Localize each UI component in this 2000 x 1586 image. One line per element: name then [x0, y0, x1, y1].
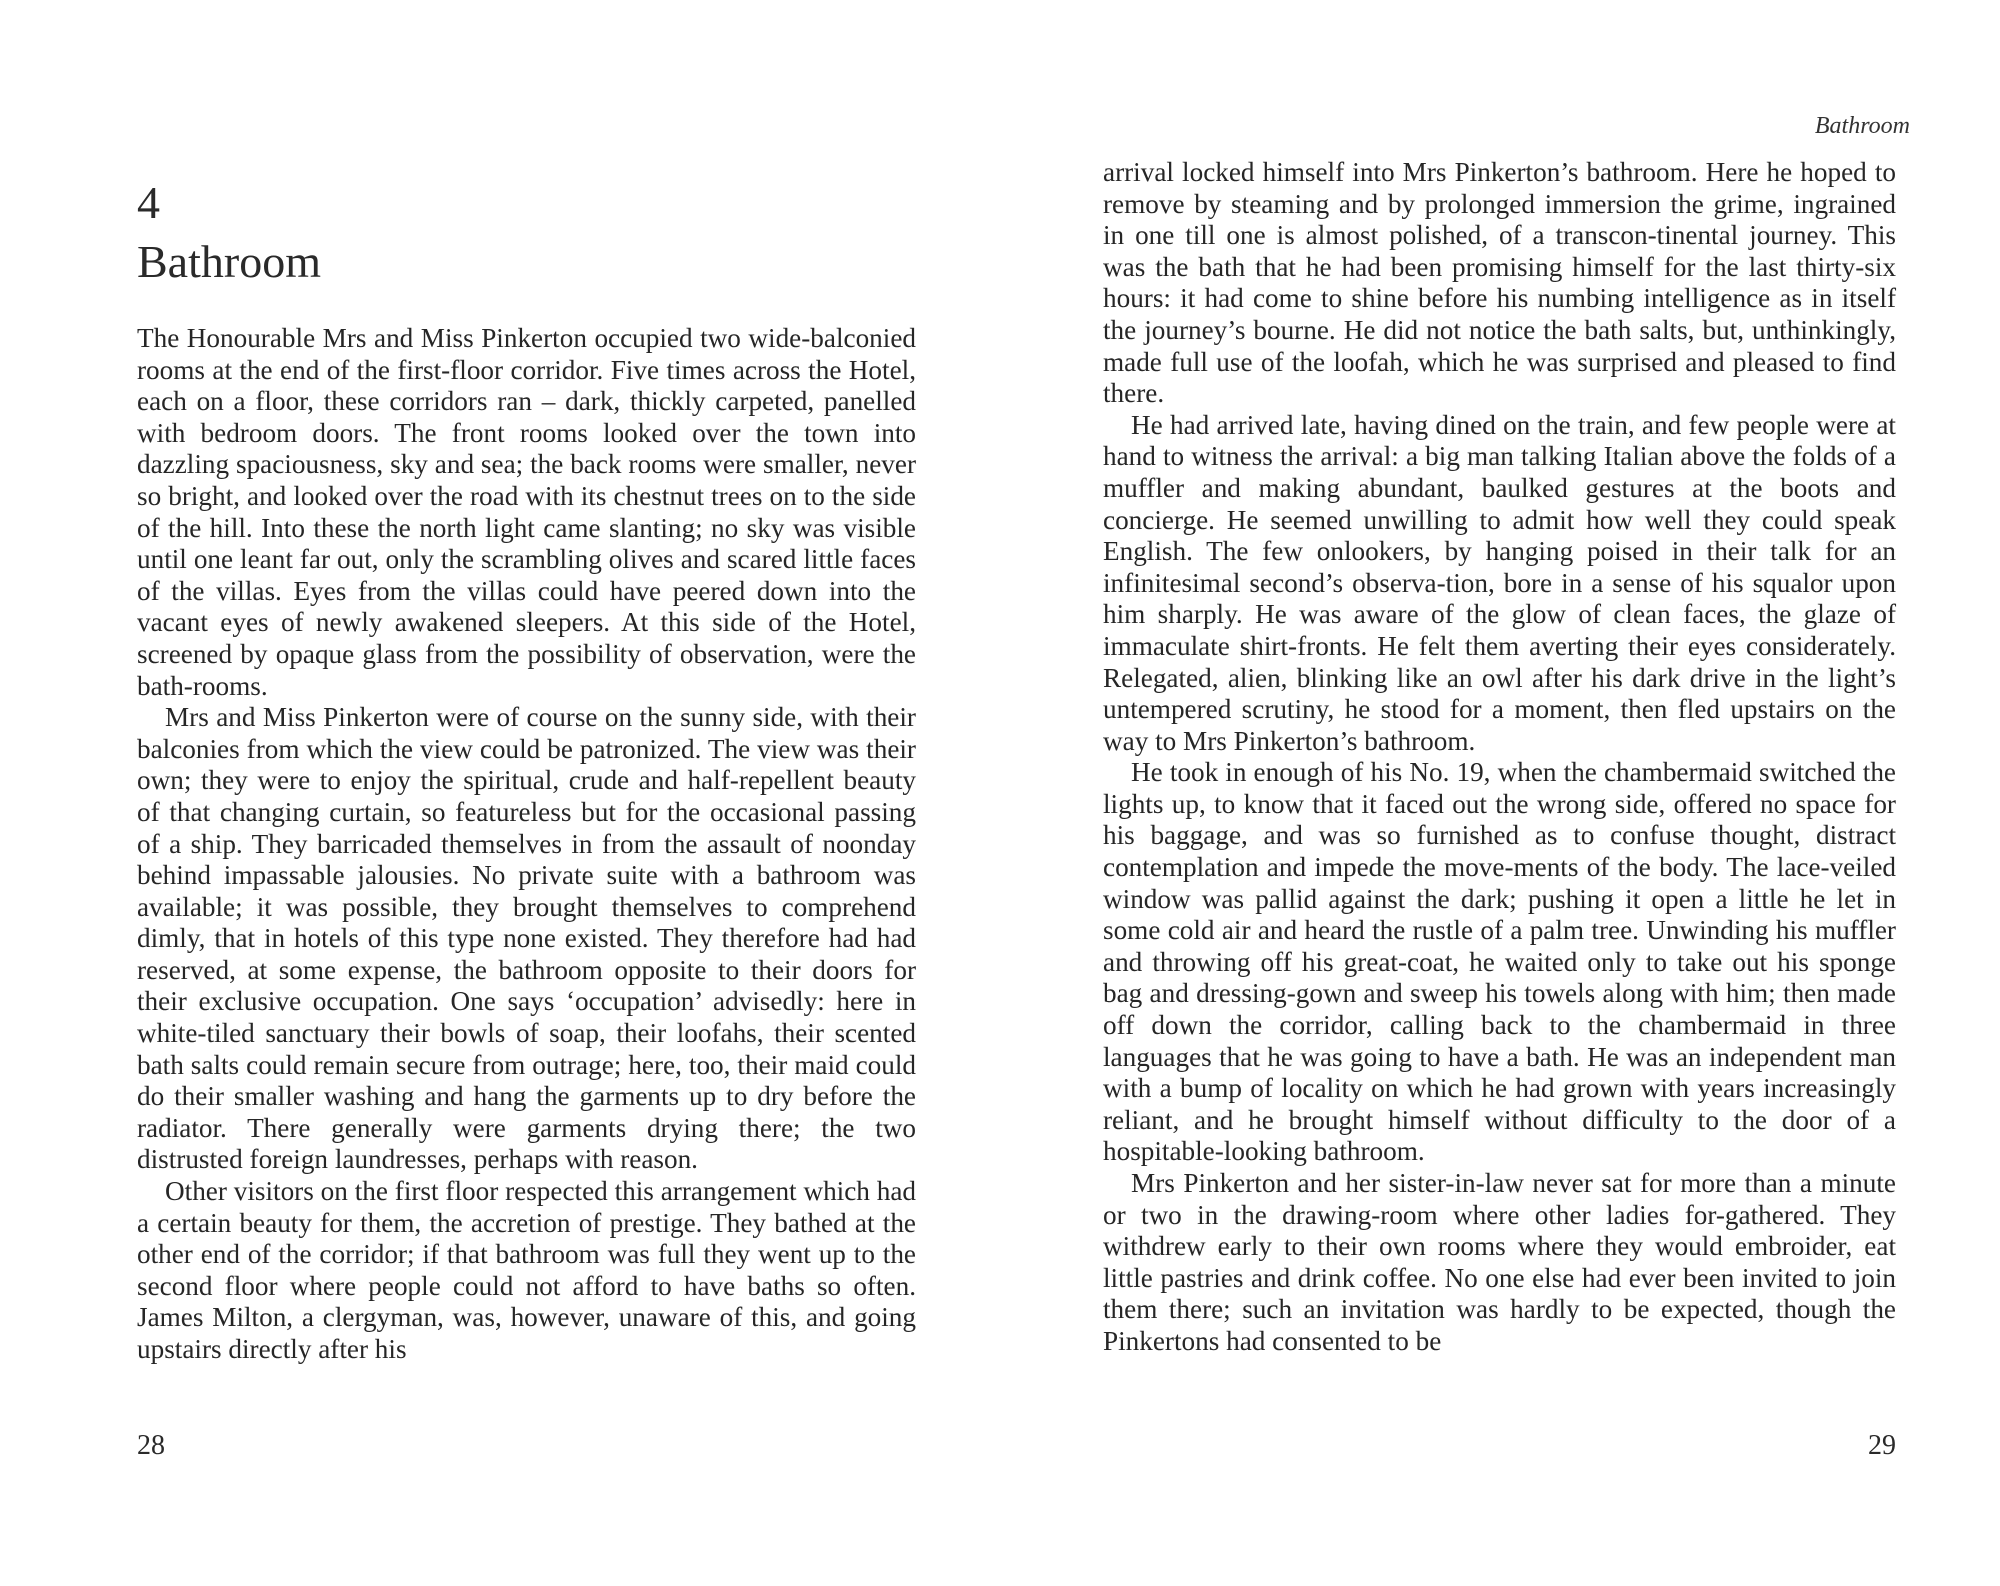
chapter-number: 4	[137, 177, 160, 228]
chapter-title: Bathroom	[137, 236, 321, 287]
right-page-body	[1103, 157, 1896, 1358]
paragraph: He had arrived late, having dined on the train, and few people were at hand to witness the arrival: a big man talking Italian above the folds of a muffler and making abundant, baulked gestures at the boots and concierge. He seemed unwilling to admit how well they could speak English. The few onlookers, by hanging poised in their talk for an infinitesimal second’s observa-tion, bore in a sense of his squalor upon him sharply. He was aware of the glow of clean faces, the glaze of immaculate shirt-fronts. He felt them averting their eyes considerately. Relegated, alien, blinking like an owl after his dark drive in the light’s untempered scrutiny, he stood for a moment, then fled upstairs on the way to Mrs Pinkerton’s bathroom.	[1103, 409, 1896, 756]
paragraph: Mrs Pinkerton and her sister-in-law never sat for more than a minute or two in the drawing-room where other ladies for-gathered. They withdrew early to their own rooms where they would embroider, eat little pastries and drink coffee. No one else had ever been invited to join them there; such an invitation was hardly to be expected, though the Pinkertons had consented to be	[1103, 1168, 1896, 1356]
page-number-right: 29	[1868, 1430, 1896, 1461]
paragraph: Other visitors on the first floor respected this arrangement which had a certain beauty for them, the accretion of prestige. They bathed at the other end of the corridor; if that bathroom was full they went up to the second floor where people could not afford to have baths so often. James Milton, a clergyman, was, however, unaware of this, and going upstairs directly after his	[137, 1176, 916, 1364]
right-page	[1000, 0, 2000, 1586]
running-head: Bathroom	[1814, 113, 1910, 139]
paragraph: arrival locked himself into Mrs Pinkerton’s bathroom. Here he hoped to remove by steaming and by prolonged immersion the grime, ingrained in one till one is almost polished, of a transcon-tinental journey. This was the bath that he had been promising himself for the last thirty-six hours: it had come to shine before his numbing intelligence as in itself the journey’s bourne. He did not notice the bath salts, but, unthinkingly, made full use of the loofah, which he was surprised and pleased to find there.	[1103, 157, 1896, 409]
paragraph: He took in enough of his No. 19, when the chambermaid switched the lights up, to know that it faced out the wrong side, offered no space for his baggage, and was so furnished as to confuse thought, distract contemplation and impede the move-ments of the body. The lace-veiled window was pallid against the dark; pushing it open a little he let in some cold air and heard the rustle of a palm tree. Unwinding his muffler and throwing off his great-coat, he waited only to take out his sponge bag and dressing-gown and sweep his towels along with him; then made off down the corridor, calling back to the chambermaid in three languages that he was going to have a bath. He was an independent man with a bump of locality on which he had grown with years increasingly reliant, and he brought himself without difficulty to the door of a hospitable-looking bathroom.	[1103, 757, 1896, 1167]
page-number-left: 28	[137, 1430, 165, 1461]
left-page-body	[137, 323, 916, 1366]
paragraph: Mrs and Miss Pinkerton were of course on the sunny side, with their balconies from which the view could be patronized. The view was their own; they were to enjoy the spiritual, crude and half-repellent beauty of that changing curtain, so featureless but for the occasional passing of a ship. They barricaded themselves in from the assault of noonday behind impassable jalousies. No private suite with a bathroom was available; it was possible, they brought themselves to comprehend dimly, that in hotels of this type none existed. They therefore had had reserved, at some expense, the bathroom opposite to their doors for their exclusive occupation. One says ‘occupation’ advisedly: here in white-tiled sanctuary their bowls of soap, their loofahs, their scented bath salts could remain secure from outrage; here, too, their maid could do their smaller washing and hang the garments up to dry before the radiator. There generally were garments drying there; the two distrusted foreign laundresses, perhaps with reason.	[137, 702, 916, 1175]
paragraph: The Honourable Mrs and Miss Pinkerton occupied two wide-balconied rooms at the end of the first-floor corridor. Five times across the Hotel, each on a floor, these corridors ran – dark, thickly carpeted, panelled with bedroom doors. The front rooms looked over the town into dazzling spaciousness, sky and sea; the back rooms were smaller, never so bright, and looked over the road with its chestnut trees on to the side of the hill. Into these the north light came slanting; no sky was visible until one leant far out, only the scrambling olives and scared little faces of the villas. Eyes from the villas could have peered down into the vacant eyes of newly awakened sleepers. At this side of the Hotel, screened by opaque glass from the possibility of observation, were the bath-rooms.	[137, 323, 916, 701]
